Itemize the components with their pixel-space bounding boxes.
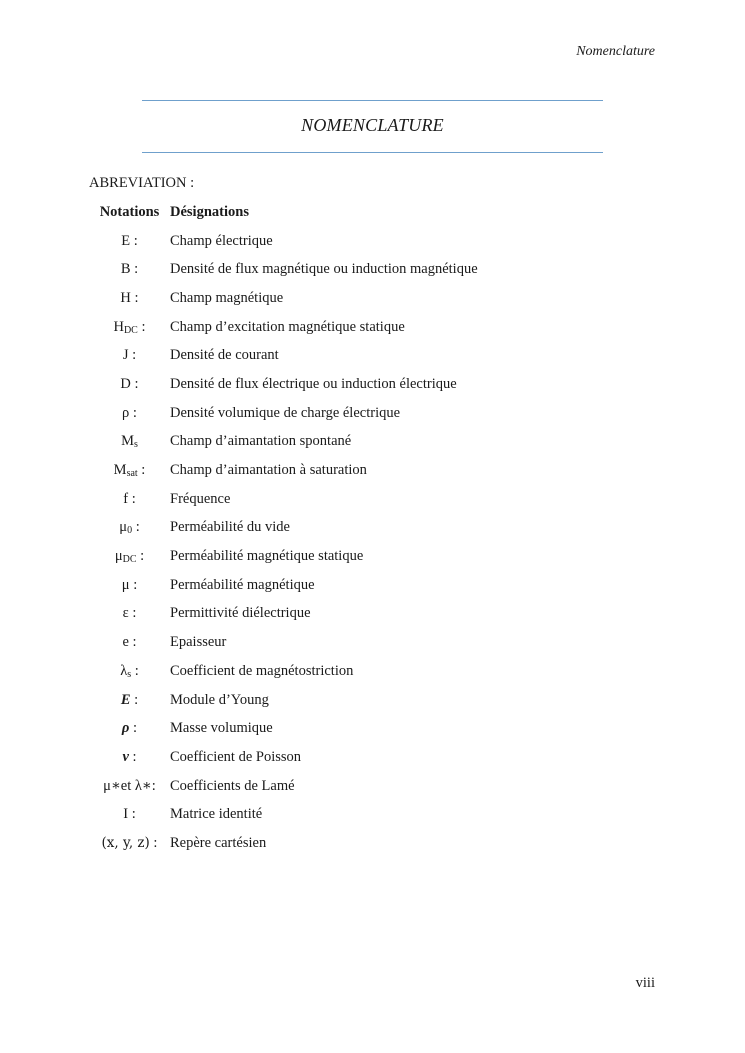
notation-colon: :: [130, 261, 139, 278]
notation-subscript: s: [127, 668, 132, 680]
table-row: [89, 571, 478, 600]
notation-cell: [89, 399, 170, 428]
notation-colon: :: [128, 748, 137, 765]
notation-cell: [89, 284, 170, 313]
section-label: ABREVIATION :: [89, 175, 195, 191]
designation-cell: Champ d’excitation magnétique statique: [170, 318, 405, 335]
notation-colon: :: [129, 576, 138, 593]
table-row: [89, 657, 478, 686]
table-row: [89, 428, 478, 457]
notation-cell: [89, 227, 170, 256]
notation-colon: :: [128, 806, 136, 823]
notation-cell: [89, 456, 170, 485]
column-header-designations: Désignations: [170, 203, 249, 220]
nomenclature-table: [89, 198, 478, 858]
notation-cell: [89, 341, 170, 370]
notation-symbol: μ: [114, 548, 123, 565]
notation-cell: [89, 542, 170, 571]
table-row: [89, 284, 478, 313]
notation-subscript: s: [134, 439, 138, 451]
notation-colon: :: [137, 318, 146, 335]
notation-colon: :: [151, 777, 156, 794]
designation-cell: Permittivité diélectrique: [170, 605, 311, 622]
notation-symbol: B: [120, 261, 131, 278]
notation-colon: :: [128, 347, 137, 364]
designation-cell: Perméabilité magnétique: [170, 576, 315, 593]
table-row: [89, 227, 478, 256]
designation-cell: Champ d’aimantation spontané: [170, 433, 352, 450]
table-row: [89, 370, 478, 399]
notation-colon: :: [130, 232, 138, 249]
notation-cell: [89, 370, 170, 399]
notation-cell: [89, 313, 170, 342]
table-header-row: [89, 198, 478, 227]
designation-cell: Densité de courant: [170, 347, 279, 364]
notation-symbol: ρ: [121, 720, 130, 737]
notation-symbol: μ∗et λ∗: [103, 777, 152, 794]
designation-cell: Epaisseur: [170, 634, 227, 651]
table-row: [89, 341, 478, 370]
notation-symbol: D: [120, 375, 131, 392]
table-row: [89, 600, 478, 629]
designation-cell: Champ magnétique: [170, 289, 284, 306]
notation-cell: [89, 485, 170, 514]
notation-symbol: H: [120, 289, 131, 306]
notation-cell: [89, 800, 170, 829]
notation-symbol: J: [122, 347, 129, 364]
notation-symbol: μ: [121, 576, 130, 593]
notation-cell: [89, 514, 170, 543]
designation-cell: Champ électrique: [170, 232, 273, 249]
designation-cell: Coefficient de magnétostriction: [170, 662, 354, 679]
notation-cell: [89, 743, 170, 772]
notation-symbol: E: [121, 232, 131, 249]
notation-symbol: μ: [119, 519, 128, 536]
page-title: NOMENCLATURE: [301, 115, 444, 135]
table-row: [89, 714, 478, 743]
table-row: [89, 800, 478, 829]
notation-colon: :: [128, 634, 137, 651]
table-row: [89, 485, 478, 514]
notation-colon: :: [128, 605, 137, 622]
nomenclature-table-body: [89, 227, 478, 858]
table-row: [89, 313, 478, 342]
notation-symbol: e: [122, 634, 129, 651]
notation-colon: :: [130, 375, 139, 392]
designation-cell: Coefficients de Lamé: [170, 777, 295, 794]
notation-colon: :: [130, 691, 139, 708]
notation-colon: :: [129, 720, 138, 737]
designation-cell: Repère cartésien: [170, 834, 267, 851]
notation-symbol: M: [113, 462, 127, 479]
designation-cell: Perméabilité du vide: [170, 519, 290, 536]
notation-symbol: ρ: [122, 404, 130, 421]
designation-cell: Densité volumique de charge électrique: [170, 404, 401, 421]
notation-subscript: DC: [123, 324, 138, 336]
table-row: [89, 686, 478, 715]
title-rule-bottom: [142, 152, 603, 153]
designation-cell: Matrice identité: [170, 806, 263, 823]
notation-colon: :: [132, 519, 140, 536]
notation-symbol: (x, y, z): [101, 834, 150, 851]
notation-symbol: ε: [122, 605, 129, 622]
table-row: [89, 628, 478, 657]
notation-cell: [89, 571, 170, 600]
notation-cell: [89, 428, 170, 457]
page-number: viii: [635, 975, 655, 991]
notation-colon: :: [128, 490, 136, 507]
running-header: Nomenclature: [576, 44, 655, 59]
notation-colon: :: [130, 289, 139, 306]
notation-cell: [89, 600, 170, 629]
notation-cell: [89, 686, 170, 715]
notation-cell: [89, 829, 170, 858]
notation-cell: [89, 255, 170, 284]
notation-symbol: f: [123, 490, 129, 507]
designation-cell: Module d’Young: [170, 691, 269, 708]
table-row: [89, 743, 478, 772]
designation-cell: Fréquence: [170, 490, 231, 507]
table-row: [89, 514, 478, 543]
notation-colon: :: [129, 404, 137, 421]
column-header-notations: Notations: [99, 203, 160, 220]
notation-symbol: M: [121, 433, 134, 450]
designation-cell: Densité de flux électrique ou induction électrique: [170, 375, 457, 392]
table-row: [89, 542, 478, 571]
table-row: [89, 456, 478, 485]
designation-cell: Masse volumique: [170, 720, 273, 737]
notation-symbol: I: [123, 806, 129, 823]
table-row: [89, 399, 478, 428]
notation-symbol: H: [113, 318, 124, 335]
notation-cell: [89, 714, 170, 743]
table-row: [89, 772, 478, 801]
notation-subscript: DC: [122, 554, 137, 566]
notation-colon: :: [149, 834, 158, 851]
title-rule-top: [142, 100, 603, 101]
table-row: [89, 829, 478, 858]
notation-colon: :: [137, 462, 146, 479]
notation-subscript: sat: [126, 468, 138, 480]
notation-symbol: E: [120, 691, 131, 708]
notation-cell: [89, 628, 170, 657]
designation-cell: Perméabilité magnétique statique: [170, 548, 364, 565]
designation-cell: Coefficient de Poisson: [170, 748, 302, 765]
table-row: [89, 255, 478, 284]
notation-symbol: λ: [120, 662, 128, 679]
notation-cell: [89, 772, 170, 801]
designation-cell: Densité de flux magnétique ou induction magnétique: [170, 261, 478, 278]
notation-cell: [89, 657, 170, 686]
notation-colon: :: [136, 548, 145, 565]
notation-symbol: ν: [122, 748, 129, 765]
designation-cell: Champ d’aimantation à saturation: [170, 462, 367, 479]
notation-colon: :: [131, 662, 139, 679]
notation-subscript: 0: [127, 525, 133, 537]
